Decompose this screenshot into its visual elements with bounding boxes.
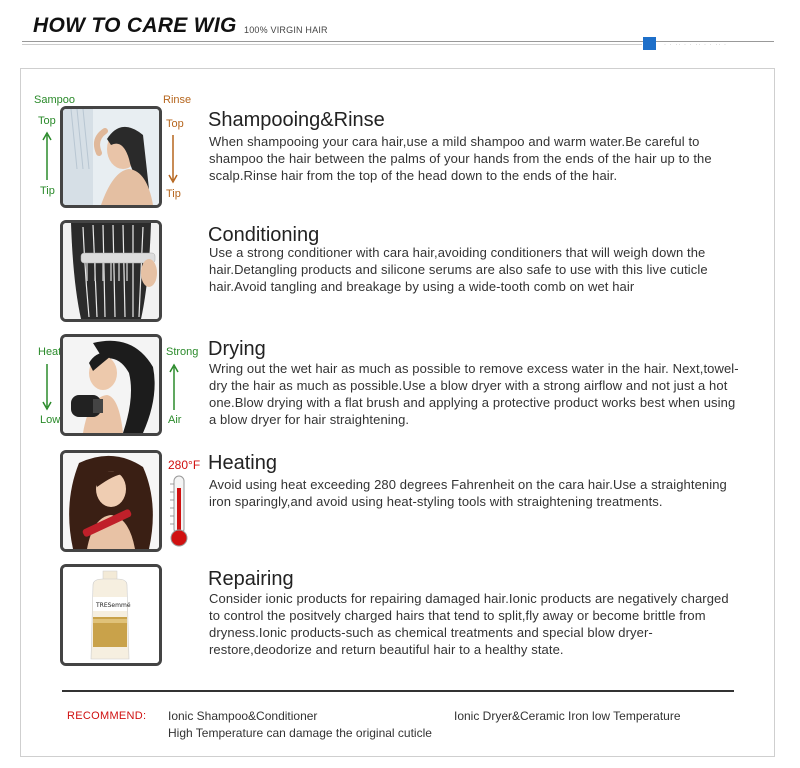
rinse-tip-label: Tip <box>166 188 181 200</box>
down-arrow-icon <box>42 362 52 412</box>
up-arrow-icon <box>169 362 179 412</box>
rinse-top-label: Top <box>166 118 184 130</box>
repairing-photo <box>60 564 162 666</box>
page-subtitle: 100% VIRGIN HAIR <box>244 25 328 35</box>
rinse-label: Rinse <box>163 94 192 106</box>
page-title: HOW TO CARE WIG <box>33 14 237 37</box>
recommend-divider <box>62 690 734 692</box>
recommend-label: RECOMMEND: <box>67 710 147 722</box>
low-label: Low <box>40 414 61 426</box>
up-arrow-icon <box>42 130 52 182</box>
section-title-heating: Heating <box>208 452 277 474</box>
bottle-brand-text: TRESemmé <box>96 602 131 609</box>
section-text-heating: Avoid using heat exceeding 280 degrees Fahrenheit on the cara hair.Use a straightening iron sparingly,and avoid using heat-styling tools with straightening treatments. <box>209 477 727 509</box>
header-divider-secondary <box>22 44 642 45</box>
section-title-drying: Drying <box>208 338 266 360</box>
header-divider <box>22 41 774 42</box>
shampoo-tip-label: Tip <box>40 185 55 197</box>
shampoo-photo <box>60 106 162 208</box>
heating-photo <box>60 450 162 552</box>
section-title-shampooing: Shampooing&Rinse <box>208 109 385 131</box>
conditioning-photo <box>60 220 162 322</box>
section-title-repairing: Repairing <box>208 568 294 590</box>
header-decorative-dots: · · ·· · · ·· · · ·· · <box>664 42 727 48</box>
heat-label: Heat <box>38 346 62 358</box>
thermometer-icon <box>167 474 191 548</box>
temperature-label: 280°F <box>168 458 201 472</box>
section-title-conditioning: Conditioning <box>208 224 320 246</box>
recommend-item-shampoo: Ionic Shampoo&Conditioner <box>168 709 318 723</box>
recommend-item-warning: High Temperature can damage the original cuticle <box>168 726 432 740</box>
air-label: Air <box>168 414 182 426</box>
section-text-shampooing: When shampooing your cara hair,use a mild shampoo and warm water.Be careful to shampoo the hair between the palms of your hands from the ends of the hair up to the scalp.Rinse hair from the top of the head down to the ends of the hair. <box>209 134 712 183</box>
recommend-item-dryer: Ionic Dryer&Ceramic Iron low Temperature <box>454 709 681 723</box>
section-text-conditioning: Use a strong conditioner with cara hair,avoiding conditioners that will weigh down the hair.Detangling products and silicone serums are also safe to use with this live cuticle hair.Avoid tangling and breakage by using a wide-tooth comb on wet hair <box>209 245 708 294</box>
drying-photo <box>60 334 162 436</box>
shampoo-top-label: Top <box>38 115 56 127</box>
shampoo-label: Sampoo <box>34 94 75 106</box>
strong-label: Strong <box>166 346 199 358</box>
section-text-repairing: Consider ionic products for repairing damaged hair.Ionic products are negatively charged to control the positvely charged hairs that tend to split,fly away or become brittle from dryness.Ionic products-such as chemical treatments and special blow dryer-restore,deodorize and return beautiful hair to a healthy state. <box>209 591 729 657</box>
down-arrow-icon <box>168 133 178 185</box>
section-text-drying: Wring out the wet hair as much as possible to remove excess water in the hair. Next,towel-dry the hair as much as possible.Use a blow dryer with a strong airflow and not just a hot one.Blow drying with a flat brush and applying a protective product works best when using a blow dryer for hair straightening. <box>209 361 739 427</box>
header-accent-square <box>643 37 656 50</box>
